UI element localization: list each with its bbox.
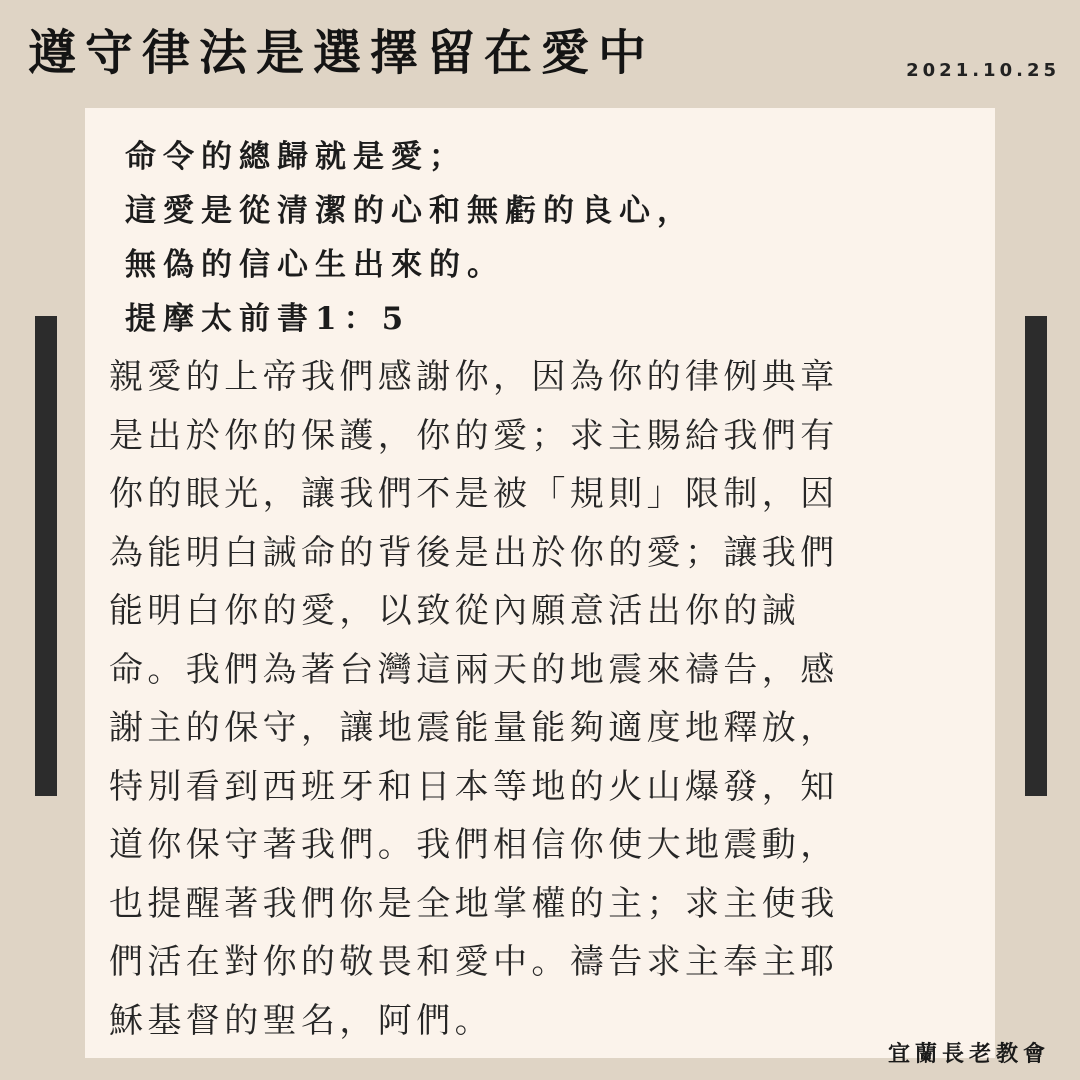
prayer-line: 謝主的保守，讓地震能量能夠適度地釋放， [109,708,839,748]
church-name: 宜蘭長老教會 [887,1041,1050,1067]
prayer-line: 道你保守著我們。我們相信你使大地震動， [109,825,839,865]
right-decor-bar [1025,316,1047,796]
verse-reference: 提摩太前書1：5 [125,301,411,337]
prayer-line: 是出於你的保護，你的愛；求主賜給我們有 [109,415,839,456]
verse-line: 命令的總歸就是愛； [125,139,467,175]
left-decor-bar [35,316,57,796]
prayer-line: 能明白你的愛，以致從內願意活出你的誡 [109,591,801,631]
prayer-line: 你的眼光，讓我們不是被「規則」限制，因 [109,474,839,514]
prayer-line: 特別看到西班牙和日本等地的火山爆發，知 [109,766,839,807]
verse-line: 無偽的信心生出來的。 [125,247,505,283]
prayer-line: 們活在對你的敬畏和愛中。禱告求主奉主耶 [109,942,839,982]
post-date: 2021.10.25 [906,60,1060,81]
content-card [85,108,995,1058]
prayer-text [109,348,989,1050]
verse-line: 這愛是從清潔的心和無虧的良心， [125,193,695,229]
prayer-line: 親愛的上帝我們感謝你，因為你的律例典章 [109,357,839,397]
prayer-line: 也提醒著我們你是全地掌權的主；求主使我 [109,883,839,924]
prayer-line: 為能明白誡命的背後是出於你的愛；讓我們 [109,532,839,573]
page-title: 遵守律法是選擇留在愛中 [28,25,656,81]
prayer-line: 命。我們為著台灣這兩天的地震來禱告，感 [109,649,839,690]
prayer-line: 穌基督的聖名，阿們。 [109,1000,493,1041]
scripture-verse [125,130,695,346]
